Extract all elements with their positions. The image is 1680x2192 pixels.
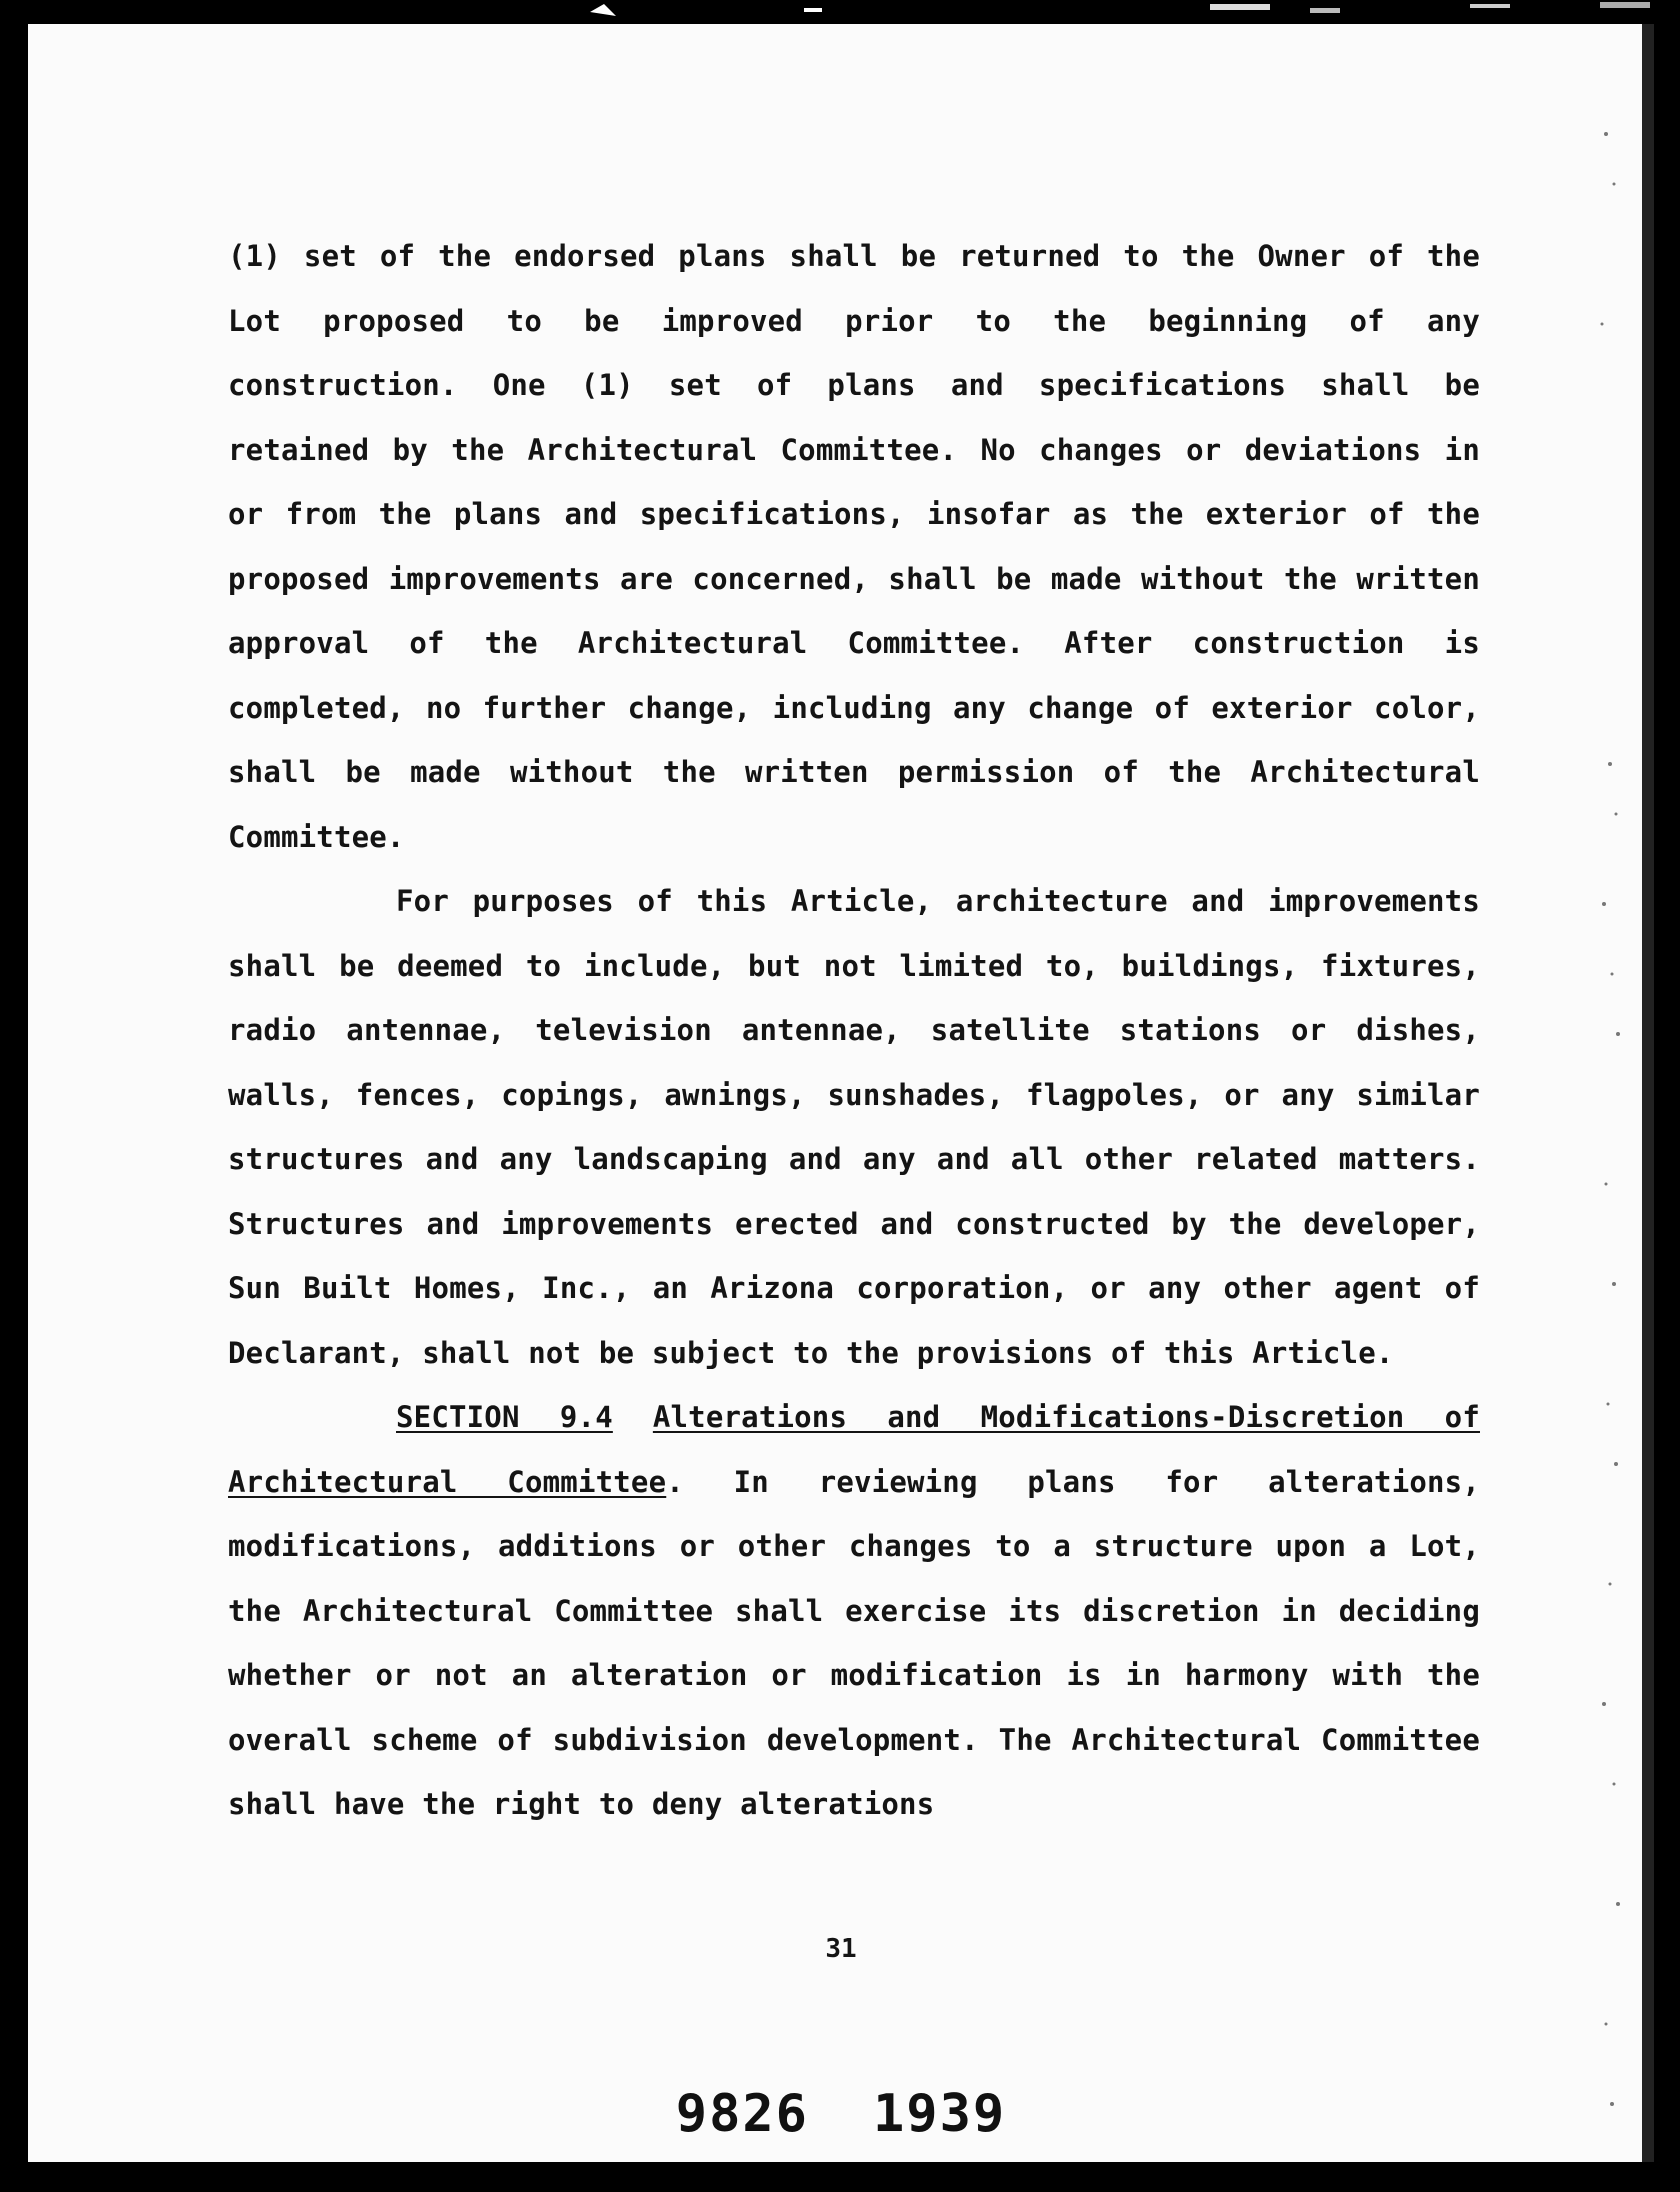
- page-number: 31: [825, 1934, 857, 1964]
- scan-noise-right-edge: [1544, 24, 1654, 2162]
- section-9-4-paragraph: [228, 1385, 1480, 1837]
- paragraph-plans-approval: (1) set of the endorsed plans shall be returned to the Owner of the Lot proposed to be improved prior to the beginning of any construction. One (1) set of plans and specifications shall be retained by the Architectural Committee. No changes or deviations in or from the plans and specifications, insofar as the exterior of the proposed improvements are concerned, shall be made without the written approval of the Architectural Committee. After construction is completed, no further change, including any change of exterior color, shall be made without the written permission of the Architectural Committee.: [228, 239, 1480, 854]
- document-stamp: [28, 2084, 1654, 2144]
- stamp-number-right: 1939: [873, 2084, 1007, 2144]
- document-page: [28, 24, 1654, 2162]
- paragraph-article-scope: For purposes of this Article, architecture and improvements shall be deemed to include, but not limited to, buildings, fixtures, radio antennae, television antennae, satellite stations or dishes, walls, fences, copings, awnings, sunshades, flagpoles, or any similar structures and any landscaping and any and all other related matters. Structures and improvements erected and constructed by the developer, Sun Built Homes, Inc., an Arizona corporation, or any other agent of Declarant, shall not be subject to the provisions of this Article.: [228, 884, 1480, 1370]
- document-body: [228, 224, 1480, 1837]
- section-title: Alterations and Modifications-Discretion of Architectural Committee: [228, 1400, 1480, 1499]
- section-body: . In reviewing plans for alterations, modifications, additions or other changes to a structure upon a Lot, the Architectural Committee shall exercise its discretion in deciding whether or not an alteration or modification is in harmony with the overall scheme of subdivision development. The Architectural Committee shall have the right to deny alterations: [228, 1464, 1481, 1821]
- section-number: SECTION 9.4: [396, 1400, 613, 1434]
- stamp-number-left: 9826: [675, 2084, 809, 2144]
